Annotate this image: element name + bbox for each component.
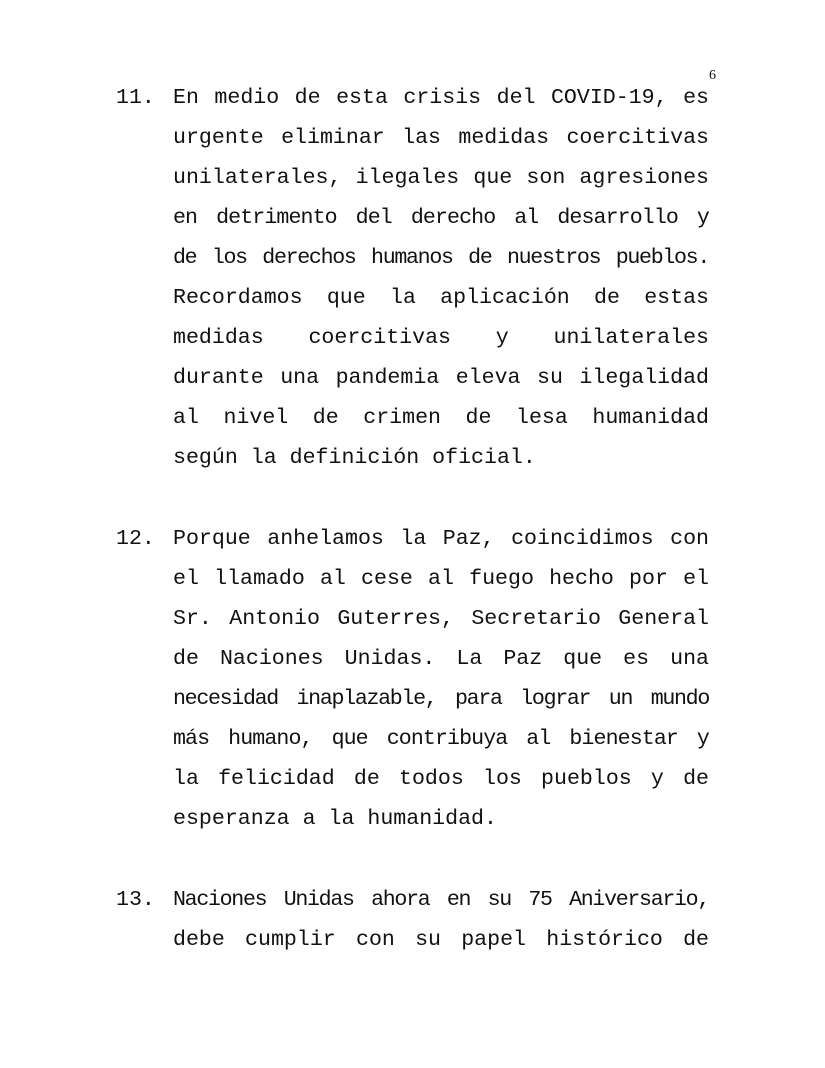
paragraph-number: 13. [116, 888, 155, 912]
text-line: de Naciones Unidas. La Paz que es una [173, 647, 709, 671]
text-line: En medio de esta crisis del COVID-19, es [173, 86, 709, 110]
text-line: Naciones Unidas ahora en su 75 Aniversario, [173, 888, 709, 912]
text-line: necesidad inaplazable, para lograr un mundo [173, 687, 709, 711]
page-number: 6 [709, 68, 716, 83]
text-line: debe cumplir con su papel histórico de [173, 928, 709, 952]
text-line: más humano, que contribuya al bienestar y [173, 727, 709, 751]
paragraph-text [173, 519, 709, 839]
text-line: el llamado al cese al fuego hecho por el [173, 567, 709, 591]
numbered-paragraph-11 [116, 78, 716, 478]
paragraph-text [173, 880, 709, 960]
text-line: Sr. Antonio Guterres, Secretario General [173, 607, 709, 631]
text-line: durante una pandemia eleva su ilegalidad [173, 366, 709, 390]
text-line: la felicidad de todos los pueblos y de [173, 767, 709, 791]
paragraph-number: 12. [116, 527, 155, 551]
text-line: esperanza a la humanidad. [173, 807, 497, 831]
text-line: Recordamos que la aplicación de estas [173, 286, 709, 310]
text-line: urgente eliminar las medidas coercitivas [173, 126, 709, 150]
numbered-paragraph-13 [116, 880, 716, 960]
text-line: de los derechos humanos de nuestros pueblos. [173, 246, 709, 270]
text-line: al nivel de crimen de lesa humanidad [173, 406, 709, 430]
numbered-paragraph-12 [116, 519, 716, 839]
paragraph-text [173, 78, 709, 478]
text-line: en detrimento del derecho al desarrollo y [173, 206, 709, 230]
text-line: Porque anhelamos la Paz, coincidimos con [173, 527, 709, 551]
paragraph-number: 11. [116, 86, 155, 110]
text-line: según la definición oficial. [173, 446, 536, 470]
text-line: unilaterales, ilegales que son agresiones [173, 166, 709, 190]
text-line: medidas coercitivas y unilaterales [173, 326, 709, 350]
